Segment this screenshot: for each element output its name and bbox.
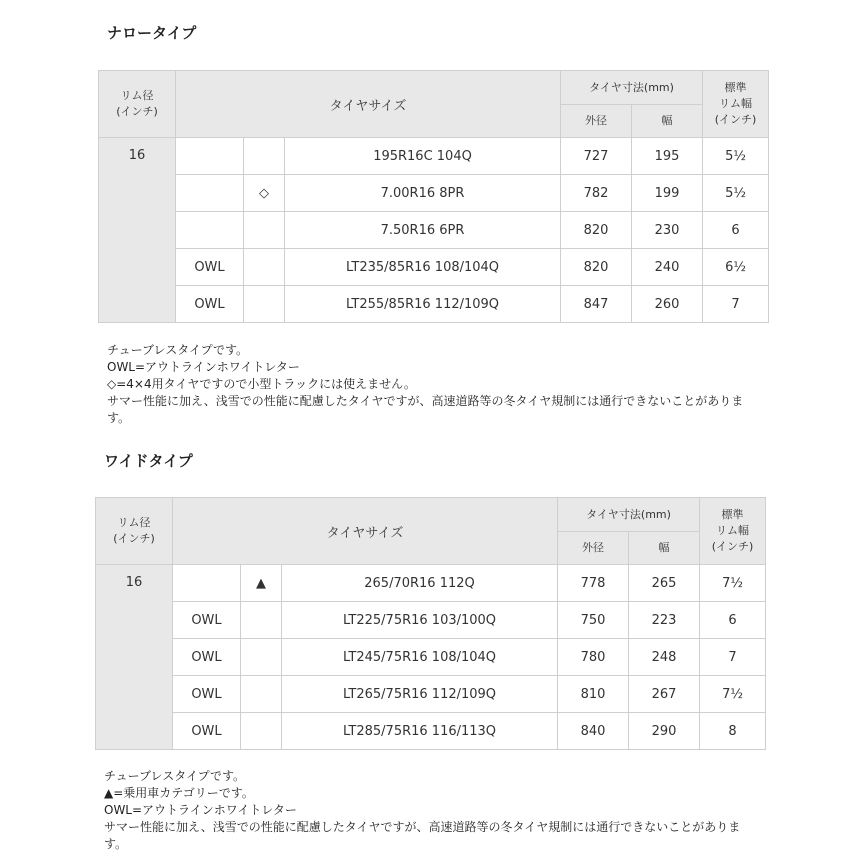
- tire-size-cell: 7.50R16 6PR: [285, 212, 561, 249]
- rim-diameter-value: 16: [96, 565, 173, 750]
- tire-size-header: タイヤサイズ: [176, 71, 561, 138]
- mark-cell: OWL: [176, 286, 244, 323]
- width-cell: 265: [629, 565, 700, 602]
- rim-width-cell: 6: [703, 212, 769, 249]
- width-cell: 248: [629, 639, 700, 676]
- table-row: [96, 713, 766, 750]
- standard-rim-width-header: 標準 リム幅 (インチ): [700, 498, 766, 565]
- note-line: サマー性能に加え、浅雪での性能に配慮したタイヤですが、高速道路等の冬タイヤ規制には通行できないことがありま: [107, 394, 744, 408]
- rim-width-cell: 6: [700, 602, 766, 639]
- note-line: ▲=乗用車カテゴリーです。: [104, 786, 254, 800]
- outer-diameter-cell: 782: [561, 175, 632, 212]
- note-line: OWL=アウトラインホワイトレター: [104, 803, 297, 817]
- outer-diameter-header: 外径: [561, 105, 632, 138]
- symbol-cell: [241, 602, 282, 639]
- rim-width-cell: 5½: [703, 175, 769, 212]
- note-line: す。: [107, 411, 131, 425]
- tire-dimension-header: タイヤ寸法(mm): [558, 498, 700, 532]
- mark-cell: OWL: [173, 676, 241, 713]
- symbol-cell: [244, 249, 285, 286]
- symbol-cell: [241, 639, 282, 676]
- table-row: [99, 212, 769, 249]
- rim-diameter-value: 16: [99, 138, 176, 323]
- width-header: 幅: [632, 105, 703, 138]
- rim-diameter-header: リム径 (インチ): [99, 71, 176, 138]
- note-line: す。: [104, 837, 128, 851]
- outer-diameter-cell: 820: [561, 249, 632, 286]
- tire-size-cell: 265/70R16 112Q: [282, 565, 558, 602]
- tire-size-header: タイヤサイズ: [173, 498, 558, 565]
- narrow-title: ナロータイプ: [107, 24, 197, 42]
- mark-cell: [176, 212, 244, 249]
- rim-width-cell: 7: [703, 286, 769, 323]
- symbol-cell: ◇: [244, 175, 285, 212]
- symbol-cell: [244, 212, 285, 249]
- mark-cell: [173, 565, 241, 602]
- mark-cell: OWL: [176, 249, 244, 286]
- outer-diameter-header: 外径: [558, 532, 629, 565]
- narrow-spec-table: [98, 70, 769, 323]
- mark-cell: [176, 138, 244, 175]
- tire-size-cell: LT235/85R16 108/104Q: [285, 249, 561, 286]
- note-line: チューブレスタイプです。: [104, 769, 246, 783]
- table-row: [99, 249, 769, 286]
- outer-diameter-cell: 727: [561, 138, 632, 175]
- tire-size-cell: LT265/75R16 112/109Q: [282, 676, 558, 713]
- width-cell: 267: [629, 676, 700, 713]
- symbol-cell: [241, 713, 282, 750]
- rim-width-cell: 7: [700, 639, 766, 676]
- note-line: ◇=4×4用タイヤですので小型トラックには使えません。: [107, 377, 416, 391]
- wide-notes: [104, 768, 740, 853]
- outer-diameter-cell: 847: [561, 286, 632, 323]
- outer-diameter-cell: 778: [558, 565, 629, 602]
- width-cell: 195: [632, 138, 703, 175]
- width-header: 幅: [629, 532, 700, 565]
- width-cell: 230: [632, 212, 703, 249]
- tire-size-cell: LT245/75R16 108/104Q: [282, 639, 558, 676]
- rim-width-cell: 5½: [703, 138, 769, 175]
- symbol-cell: [244, 286, 285, 323]
- mark-cell: OWL: [173, 713, 241, 750]
- symbol-cell: [241, 676, 282, 713]
- outer-diameter-cell: 840: [558, 713, 629, 750]
- table-row: [99, 286, 769, 323]
- width-cell: 260: [632, 286, 703, 323]
- tire-size-cell: 195R16C 104Q: [285, 138, 561, 175]
- narrow-notes: [107, 342, 743, 427]
- table-row: [96, 602, 766, 639]
- note-line: OWL=アウトラインホワイトレター: [107, 360, 300, 374]
- width-cell: 199: [632, 175, 703, 212]
- outer-diameter-cell: 820: [561, 212, 632, 249]
- outer-diameter-cell: 810: [558, 676, 629, 713]
- tire-size-cell: LT285/75R16 116/113Q: [282, 713, 558, 750]
- note-line: サマー性能に加え、浅雪での性能に配慮したタイヤですが、高速道路等の冬タイヤ規制には通行できないことがありま: [104, 820, 741, 834]
- outer-diameter-cell: 780: [558, 639, 629, 676]
- rim-width-cell: 6½: [703, 249, 769, 286]
- mark-cell: OWL: [173, 639, 241, 676]
- table-row: [99, 138, 769, 175]
- width-cell: 290: [629, 713, 700, 750]
- tire-size-cell: LT225/75R16 103/100Q: [282, 602, 558, 639]
- rim-width-cell: 8: [700, 713, 766, 750]
- mark-cell: [176, 175, 244, 212]
- table-row: [99, 175, 769, 212]
- rim-diameter-header: リム径 (インチ): [96, 498, 173, 565]
- wide-spec-table: [95, 497, 766, 750]
- table-row: [96, 639, 766, 676]
- symbol-cell: ▲: [241, 565, 282, 602]
- table-row: [96, 676, 766, 713]
- tire-size-cell: 7.00R16 8PR: [285, 175, 561, 212]
- note-line: チューブレスタイプです。: [107, 343, 249, 357]
- rim-width-cell: 7½: [700, 676, 766, 713]
- outer-diameter-cell: 750: [558, 602, 629, 639]
- width-cell: 223: [629, 602, 700, 639]
- standard-rim-width-header: 標準 リム幅 (インチ): [703, 71, 769, 138]
- table-row: [96, 565, 766, 602]
- symbol-cell: [244, 138, 285, 175]
- wide-title: ワイドタイプ: [104, 452, 193, 470]
- tire-dimension-header: タイヤ寸法(mm): [561, 71, 703, 105]
- width-cell: 240: [632, 249, 703, 286]
- tire-size-cell: LT255/85R16 112/109Q: [285, 286, 561, 323]
- rim-width-cell: 7½: [700, 565, 766, 602]
- mark-cell: OWL: [173, 602, 241, 639]
